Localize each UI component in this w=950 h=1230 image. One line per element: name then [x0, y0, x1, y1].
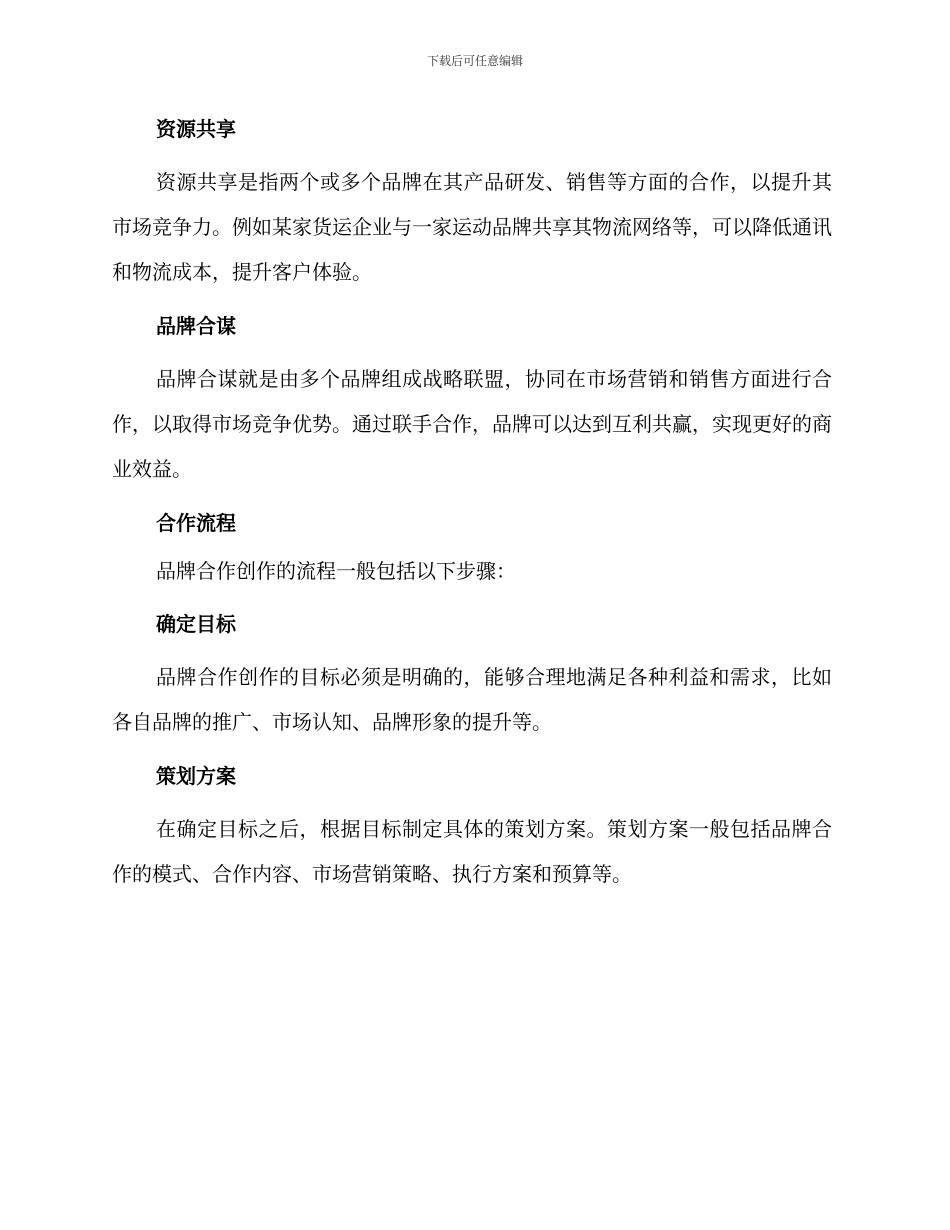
page-header: 下载后可任意编辑	[426, 54, 523, 68]
section-heading-planning-scheme: 策划方案	[156, 764, 236, 788]
paragraph-resource-sharing: 资源共享是指两个或多个品牌在其产品研发、销售等方面的合作，以提升其市场竞争力。例如某家货运企业与一家运动品牌共享其物流网络等，可以降低通讯和物流成本，提升客户体验。	[112, 170, 832, 284]
section-heading-set-goals: 确定目标	[156, 612, 236, 636]
section-heading-resource-sharing: 资源共享	[156, 117, 236, 141]
paragraph-brand-collusion: 品牌合谋就是由多个品牌组成战略联盟，协同在市场营销和销售方面进行合作，以取得市场竞争优势。通过联手合作，品牌可以达到互利共赢，实现更好的商业效益。	[112, 367, 832, 481]
paragraph-planning-scheme: 在确定目标之后，根据目标制定具体的策划方案。策划方案一般包括品牌合作的模式、合作内容、市场营销策略、执行方案和预算等。	[112, 817, 832, 886]
section-heading-brand-collusion: 品牌合谋	[156, 314, 236, 338]
paragraph-set-goals: 品牌合作创作的目标必须是明确的，能够合理地满足各种利益和需求，比如各自品牌的推广、市场认知、品牌形象的提升等。	[112, 665, 832, 734]
paragraph-cooperation-process: 品牌合作创作的流程一般包括以下步骤：	[156, 559, 516, 583]
section-heading-cooperation-process: 合作流程	[156, 511, 236, 535]
document-body	[112, 112, 832, 911]
